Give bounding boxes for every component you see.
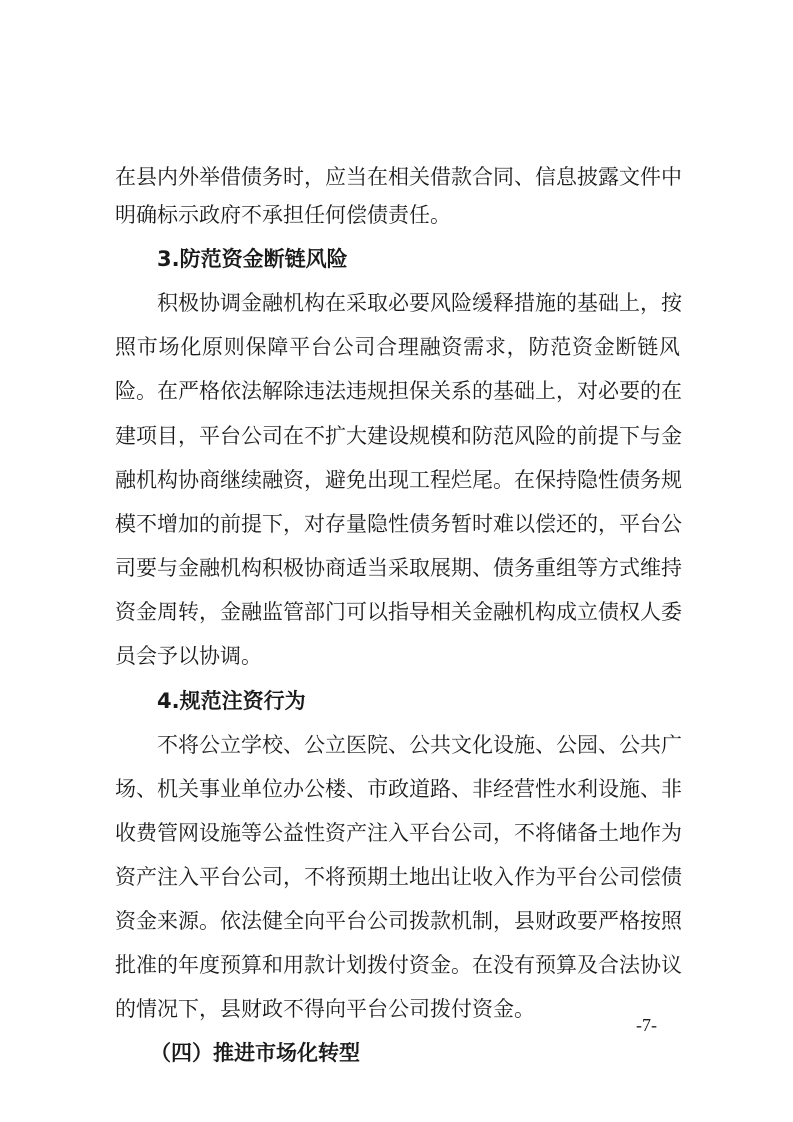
paragraph-line: 融机构协商继续融资，避免出现工程烂尾。在保持隐性债务规 xyxy=(115,468,682,492)
paragraph-line: 模不增加的前提下，对存量隐性债务暂时难以偿还的，平台公 xyxy=(115,512,682,536)
paragraph-line: 司要与金融机构积极协商适当采取展期、债务重组等方式维持 xyxy=(115,556,682,580)
paragraph-line: 资金周转，金融监管部门可以指导相关金融机构成立债权人委 xyxy=(115,600,682,624)
text-line: 明确标示政府不承担任何偿债责任。 xyxy=(115,203,451,227)
paragraph-line: 资金来源。依法健全向平台公司拨款机制，县财政要严格按照 xyxy=(115,909,682,933)
paragraph-line: 不将公立学校、公立医院、公共文化设施、公园、公共广 xyxy=(157,733,682,757)
section-heading-3: 3.防范资金断链风险 xyxy=(157,247,348,271)
paragraph-line: 照市场化原则保障平台公司合理融资需求，防范资金断链风 xyxy=(115,335,680,359)
paragraph-line: 收费管网设施等公益性资产注入平台公司，不将储备土地作为 xyxy=(115,821,682,845)
paragraph-line: 资产注入平台公司，不将预期土地出让收入作为平台公司偿债 xyxy=(115,865,682,889)
paragraph-line: 场、机关事业单位办公楼、市政道路、非经营性水利设施、非 xyxy=(115,777,682,801)
page-number: -7- xyxy=(636,1015,657,1035)
paragraph-line: 批准的年度预算和用款计划拨付资金。在没有预算及合法协议 xyxy=(115,953,682,977)
text-line: 在县内外举借债务时，应当在相关借款合同、信息披露文件中 xyxy=(115,165,682,189)
paragraph-line: 积极协调金融机构在采取必要风险缓释措施的基础上，按 xyxy=(157,291,682,315)
paragraph-line: 建项目，平台公司在不扩大建设规模和防范风险的前提下与金 xyxy=(115,424,682,448)
section-heading-4-main: （四）推进市场化转型 xyxy=(150,1041,360,1065)
paragraph-line: 员会予以协调。 xyxy=(115,644,262,668)
paragraph-line: 的情况下，县财政不得向平台公司拨付资金。 xyxy=(115,997,535,1021)
paragraph-line: 险。在严格依法解除违法违规担保关系的基础上，对必要的在 xyxy=(115,379,682,403)
section-heading-4: 4.规范注资行为 xyxy=(157,689,306,713)
